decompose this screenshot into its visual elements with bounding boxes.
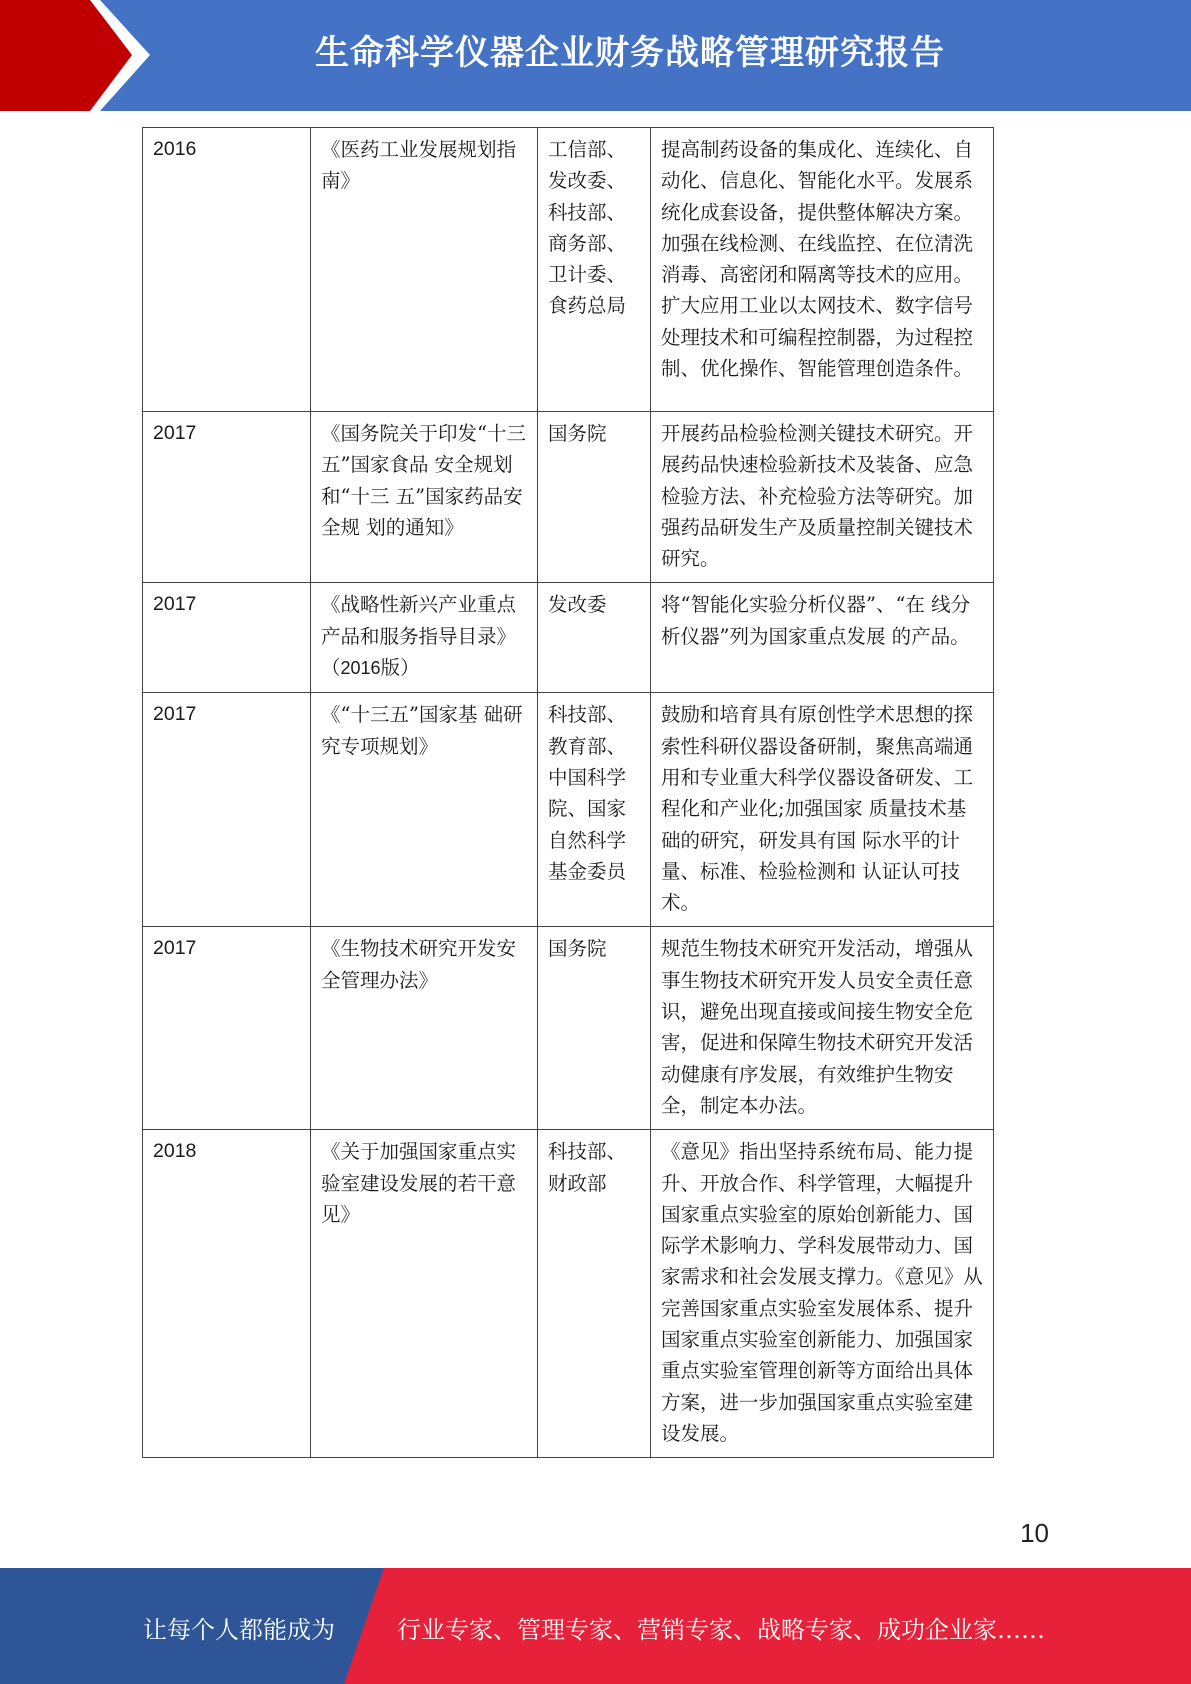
policy-table <box>142 127 994 1458</box>
table-row <box>143 412 994 583</box>
content-cell: 将“智能化实验分析仪器”、“在 线分析仪器”列为国家重点发展 的产品。 <box>651 583 994 693</box>
year-cell: 2017 <box>143 927 311 1130</box>
report-title: 生命科学仪器企业财务战略管理研究报告 <box>315 33 945 73</box>
content-cell: 规范生物技术研究开发活动，增强从事生物技术研究开发人员安全责任意识，避免出现直接或间接生物安全危害，促进和保障生物技术研究开发活动健康有序发展，有效维护生物安全，制定本办法。 <box>651 927 994 1130</box>
issuer-cell: 发改委 <box>538 583 651 693</box>
document-title: 《战略性新兴产业重点产品和服务指导目录》（ <box>321 593 517 680</box>
table-row <box>143 693 994 927</box>
table-row <box>143 927 994 1130</box>
year-cell: 2017 <box>143 583 311 693</box>
document-cell: 《国务院关于印发“十三五”国家食品 安全规划和“十三 五”国家药品安全规 划的通知》 <box>311 412 538 583</box>
table-row <box>143 128 994 412</box>
year-cell: 2016 <box>143 128 311 412</box>
table-row <box>143 583 994 693</box>
document-version: 2016 <box>340 658 381 679</box>
document-cell: 《生物技术研究开发安全管理办法》 <box>311 927 538 1130</box>
document-title-tail: 版） <box>380 656 420 680</box>
content-cell: 开展药品检验检测关键技术研究。开展药品快速检验新技术及装备、应急检验方法、补充检验方法等研究。加强药品研发生产及质量控制关键技术研究。 <box>651 412 994 583</box>
issuer-cell: 工信部、发改委、科技部、商务部、卫计委、食药总局 <box>538 128 651 412</box>
content-cell: 《意见》指出坚持系统布局、能力提升、开放合作、科学管理，大幅提升国家重点实验室的原始创新能力、国际学术影响力、学科发展带动力、国家需求和社会发展支撑力。《意见》从完善国家重点实验室发展体系、提升国家重点实验室创新能力、加强国家重点实验室管理创新等方面给出具体方案，进一步加强国家重点实验室建设发展。 <box>651 1130 994 1458</box>
table-row <box>143 1130 994 1458</box>
year-cell: 2017 <box>143 412 311 583</box>
year-cell: 2018 <box>143 1130 311 1458</box>
year-cell: 2017 <box>143 693 311 927</box>
issuer-cell: 科技部、财政部 <box>538 1130 651 1458</box>
page-number: 10 <box>1020 1518 1049 1548</box>
content-cell: 鼓励和培育具有原创性学术思想的探索性科研仪器设备研制，聚焦高端通用和专业重大科学仪器设备研发、工程化和产业化;加强国家 质量技术基础的研究，研发具有国 际水平的计量、标准、检验检测和 认证认可技术。 <box>651 693 994 927</box>
header-bar <box>0 0 1191 111</box>
content-cell: 提高制药设备的集成化、连续化、自动化、信息化、智能化水平。发展系统化成套设备，提供整体解决方案。加强在线检测、在线监控、在位清洗消毒、高密闭和隔离等技术的应用。扩大应用工业以太网技术、数字信号处理技术和可编程控制器，为过程控制、优化操作、智能管理创造条件。 <box>651 128 994 412</box>
issuer-cell: 国务院 <box>538 927 651 1130</box>
document-cell: 《关于加强国家重点实验室建设发展的若干意见》 <box>311 1130 538 1458</box>
document-cell <box>311 583 538 693</box>
footer-slogan-right: 行业专家、管理专家、营销专家、战略专家、成功企业家…… <box>397 1616 1045 1644</box>
footer-slogan-left: 让每个人都能成为 <box>143 1616 335 1644</box>
issuer-cell: 国务院 <box>538 412 651 583</box>
issuer-cell: 科技部、教育部、中国科学院、国家自然科学基金委员 <box>538 693 651 927</box>
document-cell: 《医药工业发展规划指南》 <box>311 128 538 412</box>
document-cell: 《“十三五”国家基 础研究专项规划》 <box>311 693 538 927</box>
